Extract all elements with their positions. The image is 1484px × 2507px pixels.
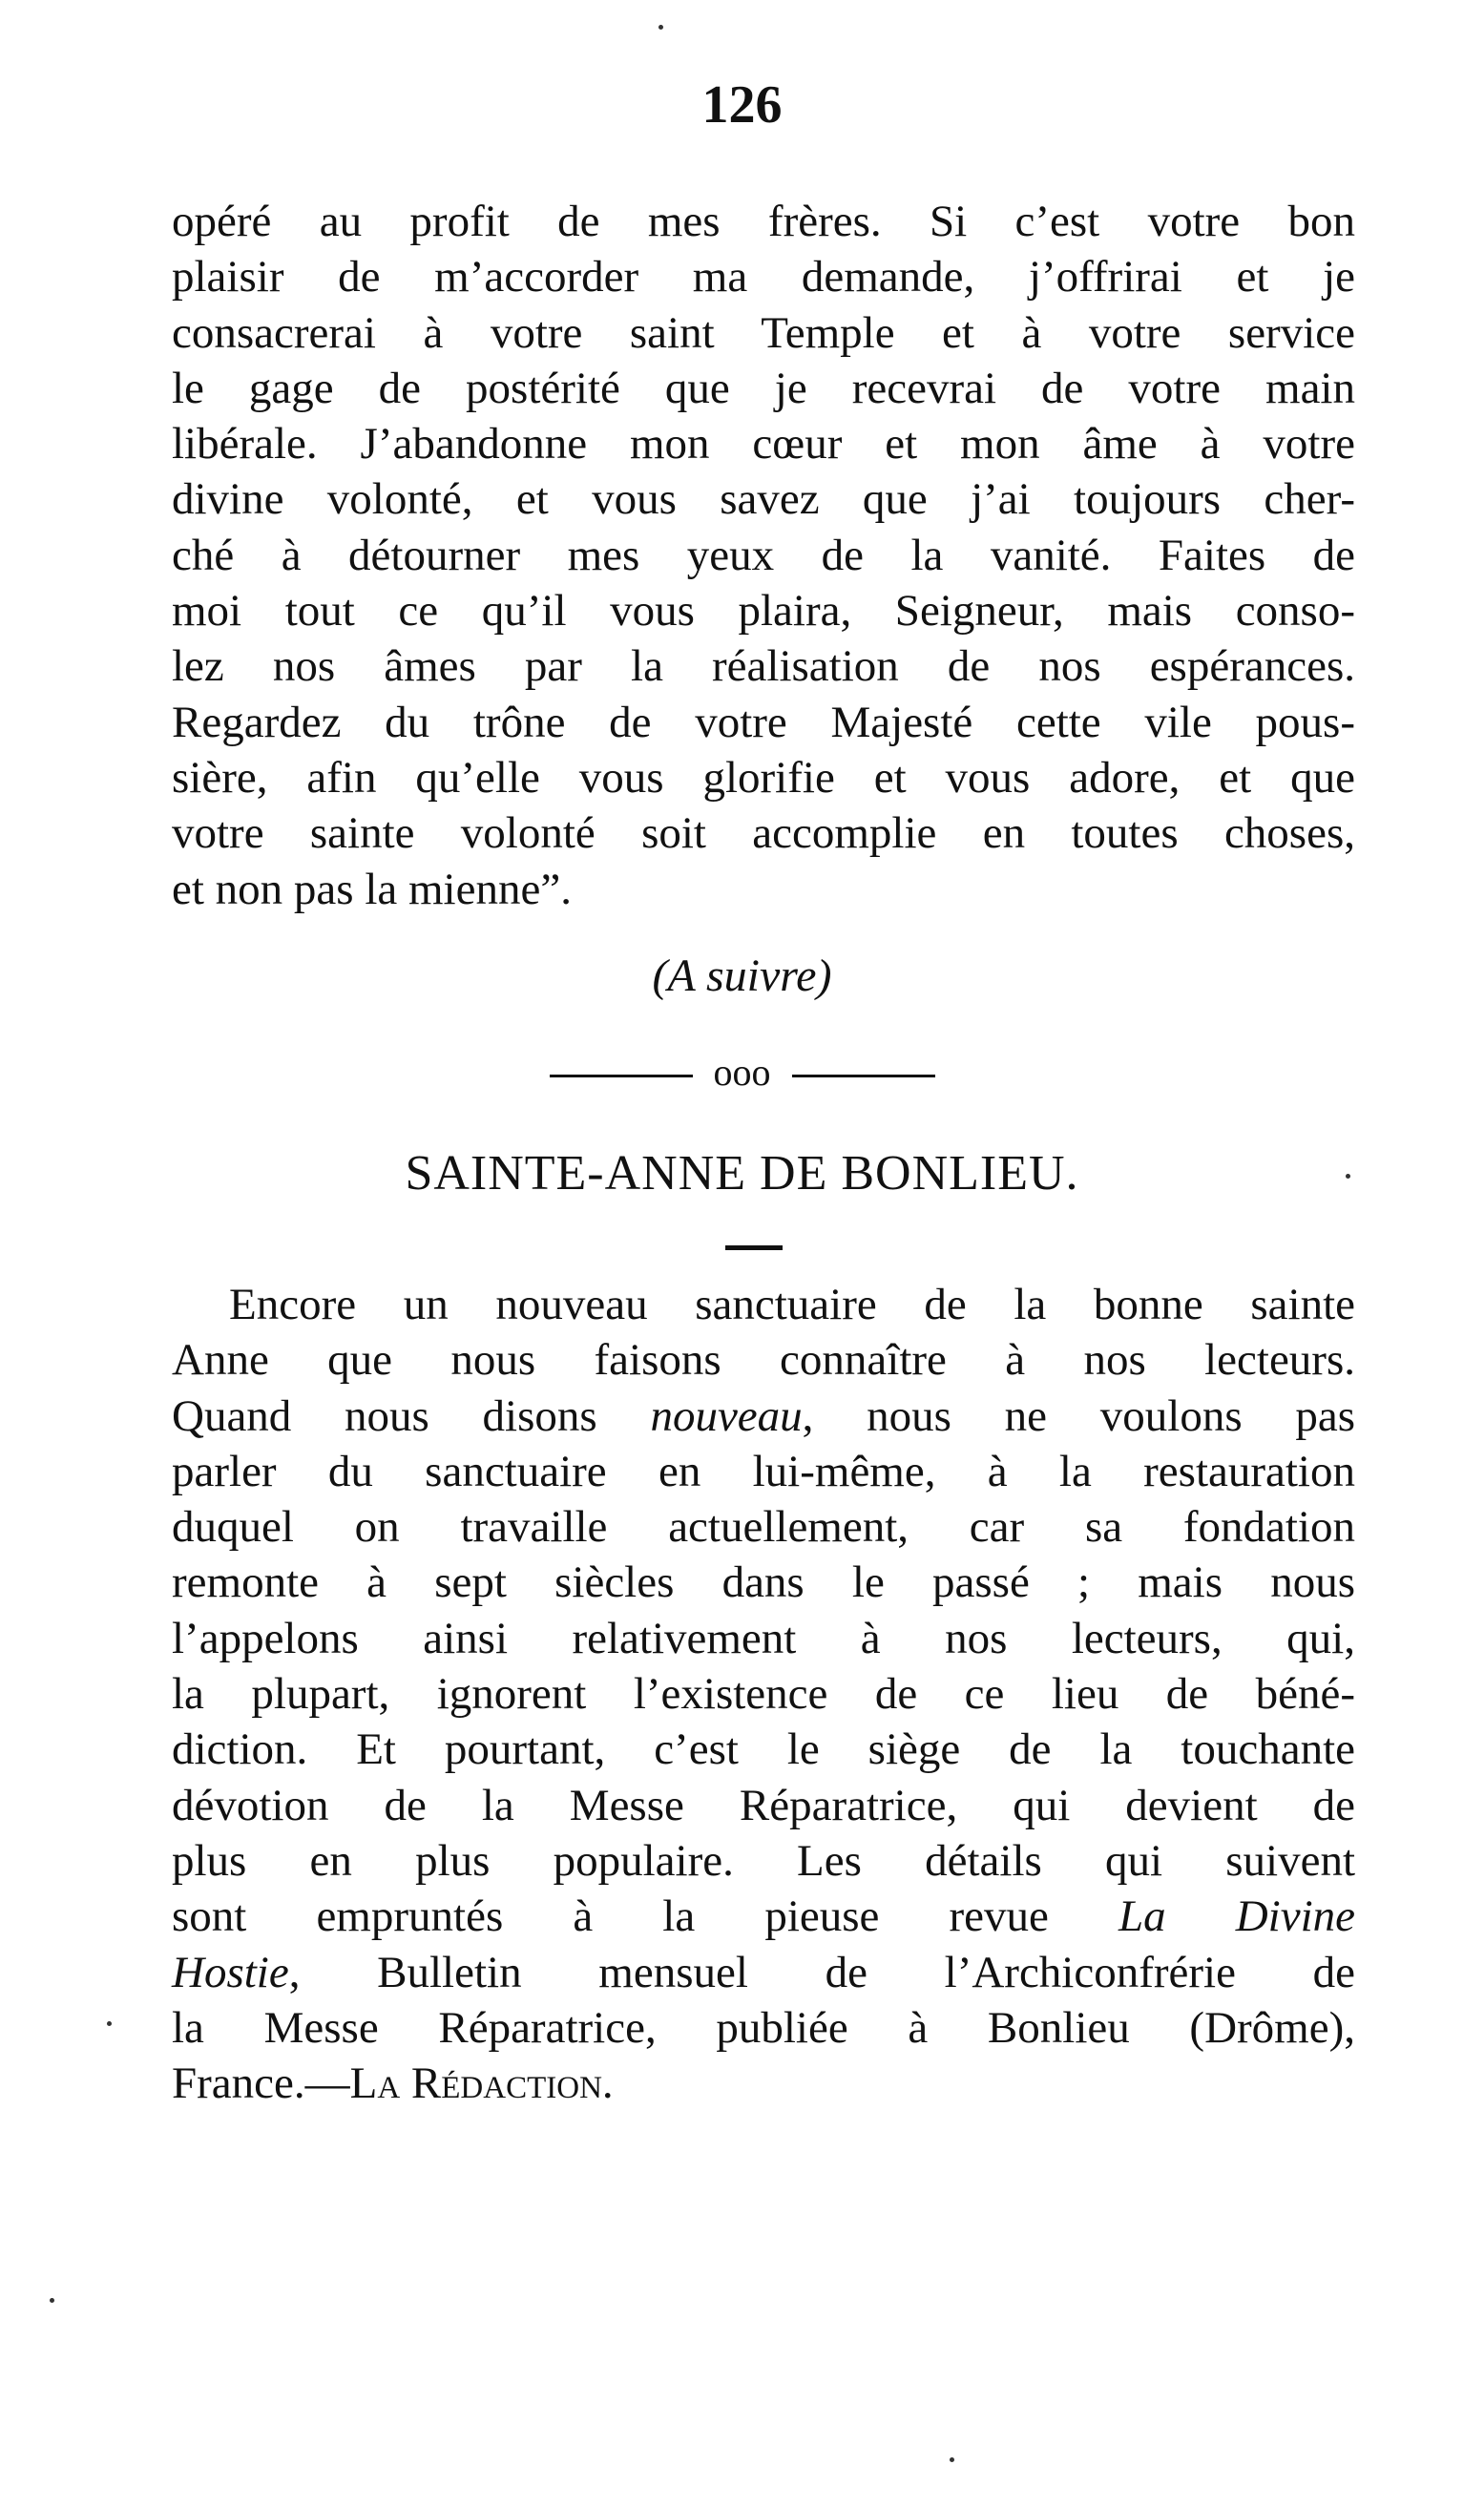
text-line: Anne que nous faisons connaître à nos lecteurs. — [172, 1335, 1355, 1386]
text-line: Encore un nouveau sanctuaire de la bonne sainte — [229, 1280, 1355, 1329]
text-line: plaisir de m’accorder ma demande, j’offrirai et je — [172, 252, 1355, 303]
text-line: le gage de postérité que je recevrai de votre main — [172, 363, 1355, 413]
title-underline-dash — [725, 1245, 783, 1250]
text-line: duquel on travaille actuellement, car sa fondation — [172, 1502, 1355, 1553]
scan-speck — [107, 2021, 112, 2026]
page-number: 126 — [701, 75, 783, 135]
text-line: l’appelons ainsi relativement à nos lecteurs, qui, — [172, 1613, 1355, 1663]
text-line: Regardez du trône de votre Majesté cette vile pous- — [172, 697, 1355, 747]
text-line: remonte à sept siècles dans le passé ; mais nous — [172, 1557, 1355, 1608]
paragraph-bonlieu-intro — [172, 1277, 1355, 2111]
text-line: diction. Et pourtant, c’est le siège de la touchante — [172, 1724, 1355, 1775]
text-line: la Messe Réparatrice, publiée à Bonlieu (Drôme), — [172, 2002, 1355, 2053]
text-line: libérale. J’abandonne mon cœur et mon âme à votre — [172, 419, 1355, 470]
scan-speck — [950, 2457, 954, 2462]
section-divider — [0, 1050, 1484, 1095]
text-line: parler du sanctuaire en lui-même, à la restauration — [172, 1446, 1355, 1496]
italic-title: La Divine — [1118, 1891, 1355, 1942]
scan-speck — [1346, 1174, 1350, 1179]
text-line: la plupart, ignorent l’existence de ce lieu de béné- — [172, 1669, 1355, 1720]
text-line: plus en plus populaire. Les détails qui suivent — [172, 1835, 1355, 1886]
text-line: divine volonté, et vous savez que j’ai toujours cher- — [172, 474, 1355, 525]
text-run: France.— — [172, 2058, 350, 2109]
scan-speck — [50, 2298, 54, 2303]
divider-rule-right — [792, 1075, 935, 1077]
text-line: opéré au profit de mes frères. Si c’est votre bon — [172, 197, 1355, 246]
text-line: ché à détourner mes yeux de la vanité. Faites de — [172, 530, 1355, 580]
text-line: consacrerai à votre saint Temple et à votre service — [172, 307, 1355, 358]
signature-smallcaps: La Rédaction. — [349, 2058, 614, 2109]
text-run: Quand nous disons — [172, 1390, 651, 1441]
text-line: dévotion de la Messe Réparatrice, qui devient de — [172, 1780, 1355, 1830]
text-run: , nous ne voulons pas — [802, 1390, 1356, 1441]
scan-speck — [658, 25, 663, 30]
text-line: votre sainte volonté soit accomplie en toutes choses, — [172, 808, 1355, 859]
italic-title: Hostie — [172, 1947, 289, 1997]
text-line: lez nos âmes par la réalisation de nos espérances. — [172, 641, 1355, 692]
text-run: , Bulletin mensuel de l’Archiconfrérie de — [288, 1947, 1355, 1997]
italic-word: nouveau — [650, 1390, 803, 1441]
text-line — [172, 1889, 1355, 1944]
divider-rule-left — [550, 1075, 693, 1077]
text-line: sière, afin qu’elle vous glorifie et vous adore, et que — [172, 752, 1355, 803]
text-line — [172, 1945, 1355, 2000]
text-line — [172, 2056, 1355, 2111]
text-line: et non pas la mienne”. — [172, 864, 572, 914]
divider-ornament: ooo — [713, 1051, 771, 1094]
text-line — [172, 1389, 1355, 1444]
paragraph-prayer-conclusion — [172, 194, 1355, 917]
section-title: SAINTE-ANNE DE BONLIEU. — [405, 1146, 1079, 1201]
text-line: moi tout ce qu’il vous plaira, Seigneur, mais conso- — [172, 586, 1355, 637]
to-be-continued-note: (A suivre) — [652, 951, 832, 1001]
text-run: sont empruntés à la pieuse revue — [172, 1891, 1118, 1942]
